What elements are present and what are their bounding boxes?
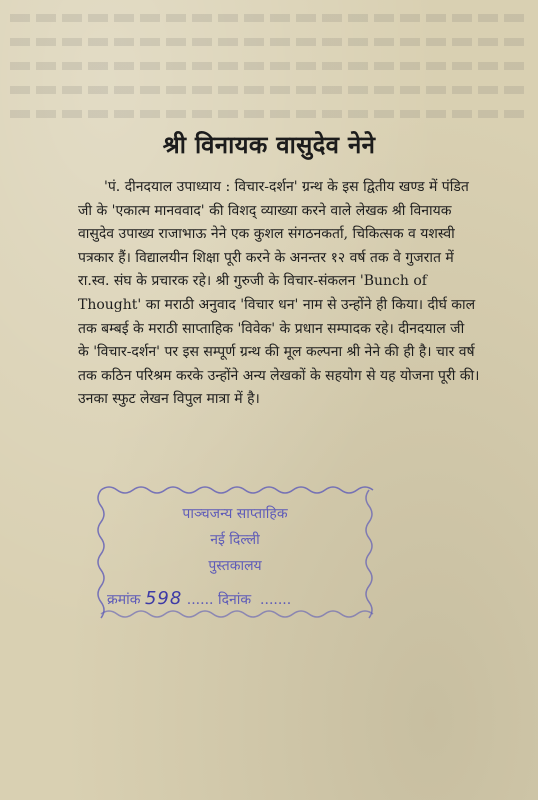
paragraph-line: उनका स्फुट लेखन विपुल मात्रा में है। xyxy=(78,391,260,408)
paragraph-line: रा.स्व. संघ के प्रचारक रहे। श्री गुरुजी के विचार-संकलन 'Bunch of xyxy=(78,273,427,290)
paragraph-line: तक कठिन परिश्रम करके उन्होंने अन्य लेखकों के सहयोग से यह योजना पूरी की। xyxy=(78,367,480,384)
paragraph-line: तक बम्बई के मराठी साप्ताहिक 'विवेक' के प्रधान सम्पादक रहे। दीनदयाल जी xyxy=(78,320,465,337)
stamp-serial-row xyxy=(107,588,367,609)
paragraph-line: Thought' का मराठी अनुवाद 'विचार धन' नाम से उन्होंने ही किया। दीर्घ काल xyxy=(78,296,476,313)
bleed-through-text xyxy=(10,86,528,94)
stamp-date-label: दिनांक xyxy=(217,592,252,608)
library-stamp xyxy=(95,482,375,622)
bleed-through-text xyxy=(10,14,528,22)
stamp-dots: ...... xyxy=(186,592,214,608)
bleed-through-text xyxy=(10,38,528,46)
stamp-library: पुस्तकालय xyxy=(208,558,262,574)
paragraph-line: पत्रकार हैं। विद्यालयीन शिक्षा पूरी करने के अनन्तर १२ वर्ष तक वे गुजरात में xyxy=(78,249,454,266)
stamp-serial-label: क्रमांक xyxy=(107,592,141,608)
bleed-through-text xyxy=(10,110,528,118)
author-heading: श्री विनायक वासुदेव नेने xyxy=(162,130,376,159)
paragraph-line: जी के 'एकात्म मानववाद' की विशद् व्याख्या करने वाले लेखक श्री विनायक xyxy=(78,202,452,219)
stamp-publication-name: पाञ्चजन्य साप्ताहिक xyxy=(182,506,288,522)
paragraph-line: वासुदेव उपाख्य राजाभाऊ नेने एक कुशल संगठनकर्ता, चिकित्सक व यशस्वी xyxy=(78,226,455,243)
bleed-through-text xyxy=(10,62,528,70)
author-bio-paragraph xyxy=(78,176,520,412)
stamp-serial-number: 598 xyxy=(144,588,183,609)
paragraph-line: के 'विचार-दर्शन' पर इस सम्पूर्ण ग्रन्थ की मूल कल्पना श्री नेने की ही है। चार वर्ष xyxy=(78,344,475,361)
paragraph-line: 'पं. दीनदयाल उपाध्याय : विचार-दर्शन' ग्रन्थ के इस द्वितीय खण्ड में पंडित xyxy=(104,179,469,195)
stamp-city: नई दिल्ली xyxy=(210,532,260,548)
stamp-dots: ....... xyxy=(255,592,292,608)
